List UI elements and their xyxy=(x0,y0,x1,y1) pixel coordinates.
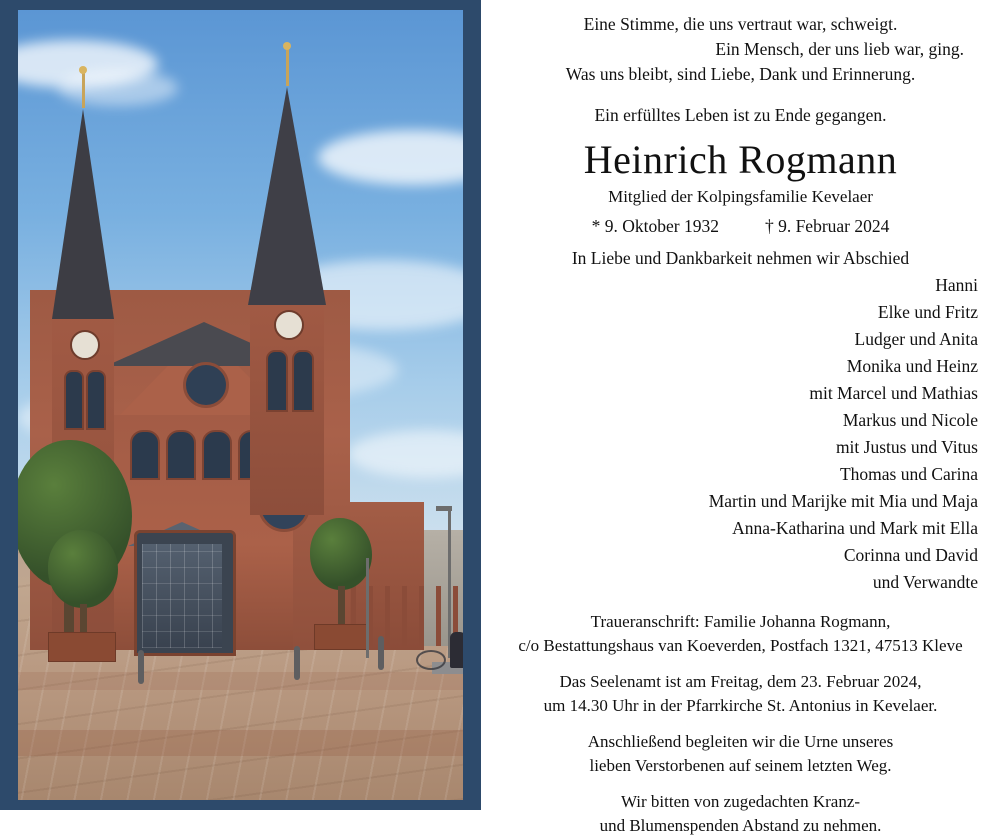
farewell-line: In Liebe und Dankbarkeit nehmen wir Abschied xyxy=(571,248,910,268)
mourner: Markus und Nicole xyxy=(842,410,978,430)
planter-box xyxy=(314,624,368,650)
mourner: Thomas und Carina xyxy=(839,464,978,484)
flowers-request xyxy=(499,790,982,838)
facade-window xyxy=(166,430,196,480)
portal-glazing xyxy=(142,544,222,648)
left-spire xyxy=(52,106,114,319)
facade-window xyxy=(130,430,160,480)
mourner: und Verwandte xyxy=(872,572,978,592)
church-photograph xyxy=(18,10,463,800)
mourner: mit Justus und Vitus xyxy=(835,437,978,457)
urn-line: lieben Verstorbenen auf seinem letzten Weg. xyxy=(589,756,892,775)
left-finial xyxy=(82,72,85,108)
right-spire xyxy=(248,84,326,305)
lamp-post xyxy=(366,558,369,658)
belfry-window xyxy=(266,350,288,412)
bollard xyxy=(294,646,300,680)
right-finial xyxy=(286,48,289,86)
urn-line: Anschließend begleiten wir die Urne unseres xyxy=(587,732,894,751)
deceased-name: Heinrich Rogmann xyxy=(583,137,898,182)
seated-person xyxy=(450,632,463,668)
memorial-verse xyxy=(499,12,982,87)
bollard xyxy=(138,650,144,684)
life-dates xyxy=(592,214,890,238)
rose-window xyxy=(183,362,229,408)
flowers-line: Wir bitten von zugedachten Kranz- xyxy=(620,792,861,811)
obituary-text xyxy=(481,0,1000,835)
mourner: Anna-Katharina und Mark mit Ella xyxy=(732,518,978,538)
left-finial-ball xyxy=(79,66,87,74)
bollard xyxy=(378,636,384,670)
belfry-window xyxy=(64,370,84,430)
mourners-list xyxy=(495,272,986,596)
condolence-address xyxy=(499,610,982,658)
mourner: Monika und Heinz xyxy=(846,356,978,376)
tower-clock xyxy=(70,330,100,360)
intro-line: Ein erfülltes Leben ist zu Ende gegangen. xyxy=(594,105,887,125)
tree-crown xyxy=(48,530,118,608)
right-finial-ball xyxy=(283,42,291,50)
mourner: Elke und Fritz xyxy=(877,302,978,322)
cloud xyxy=(58,70,178,106)
belfry-window xyxy=(292,350,314,412)
memorial-service xyxy=(499,670,982,718)
service-line: um 14.30 Uhr in der Pfarrkirche St. Antonius in Kevelaer. xyxy=(543,696,938,715)
facade-window xyxy=(202,430,232,480)
bicycle xyxy=(416,650,446,670)
mourner: Corinna und David xyxy=(843,545,978,565)
verse-line: Ein Mensch, der uns lieb war, ging. xyxy=(715,39,964,59)
membership-line: Mitglied der Kolpingsfamilie Kevelaer xyxy=(608,187,873,206)
address-line: c/o Bestattungshaus van Koeverden, Postfach 1321, 47513 Kleve xyxy=(518,636,963,655)
death-date: † 9. Februar 2024 xyxy=(764,216,890,236)
birth-date: * 9. Oktober 1932 xyxy=(591,216,719,236)
tree-crown xyxy=(310,518,372,590)
mourner: mit Marcel und Mathias xyxy=(809,383,978,403)
lamp-head xyxy=(436,506,452,511)
mourner: Martin und Marijke mit Mia und Maja xyxy=(708,491,978,511)
belfry-window xyxy=(86,370,106,430)
paving-band xyxy=(18,672,463,690)
urn-procession xyxy=(499,730,982,778)
tower-clock xyxy=(274,310,304,340)
address-line: Traueranschrift: Familie Johanna Rogmann, xyxy=(590,612,891,631)
verse-line: Eine Stimme, die uns vertraut war, schweigt. xyxy=(583,14,898,34)
mourner: Ludger und Anita xyxy=(854,329,978,349)
photo-pane xyxy=(0,0,481,810)
verse-line: Was uns bleibt, sind Liebe, Dank und Erinnerung. xyxy=(565,64,916,84)
paving-band xyxy=(18,730,463,756)
mourner: Hanni xyxy=(935,275,978,295)
service-line: Das Seelenamt ist am Freitag, dem 23. Februar 2024, xyxy=(559,672,922,691)
planter-box xyxy=(48,632,116,662)
flowers-line: und Blumenspenden Abstand zu nehmen. xyxy=(599,816,882,835)
